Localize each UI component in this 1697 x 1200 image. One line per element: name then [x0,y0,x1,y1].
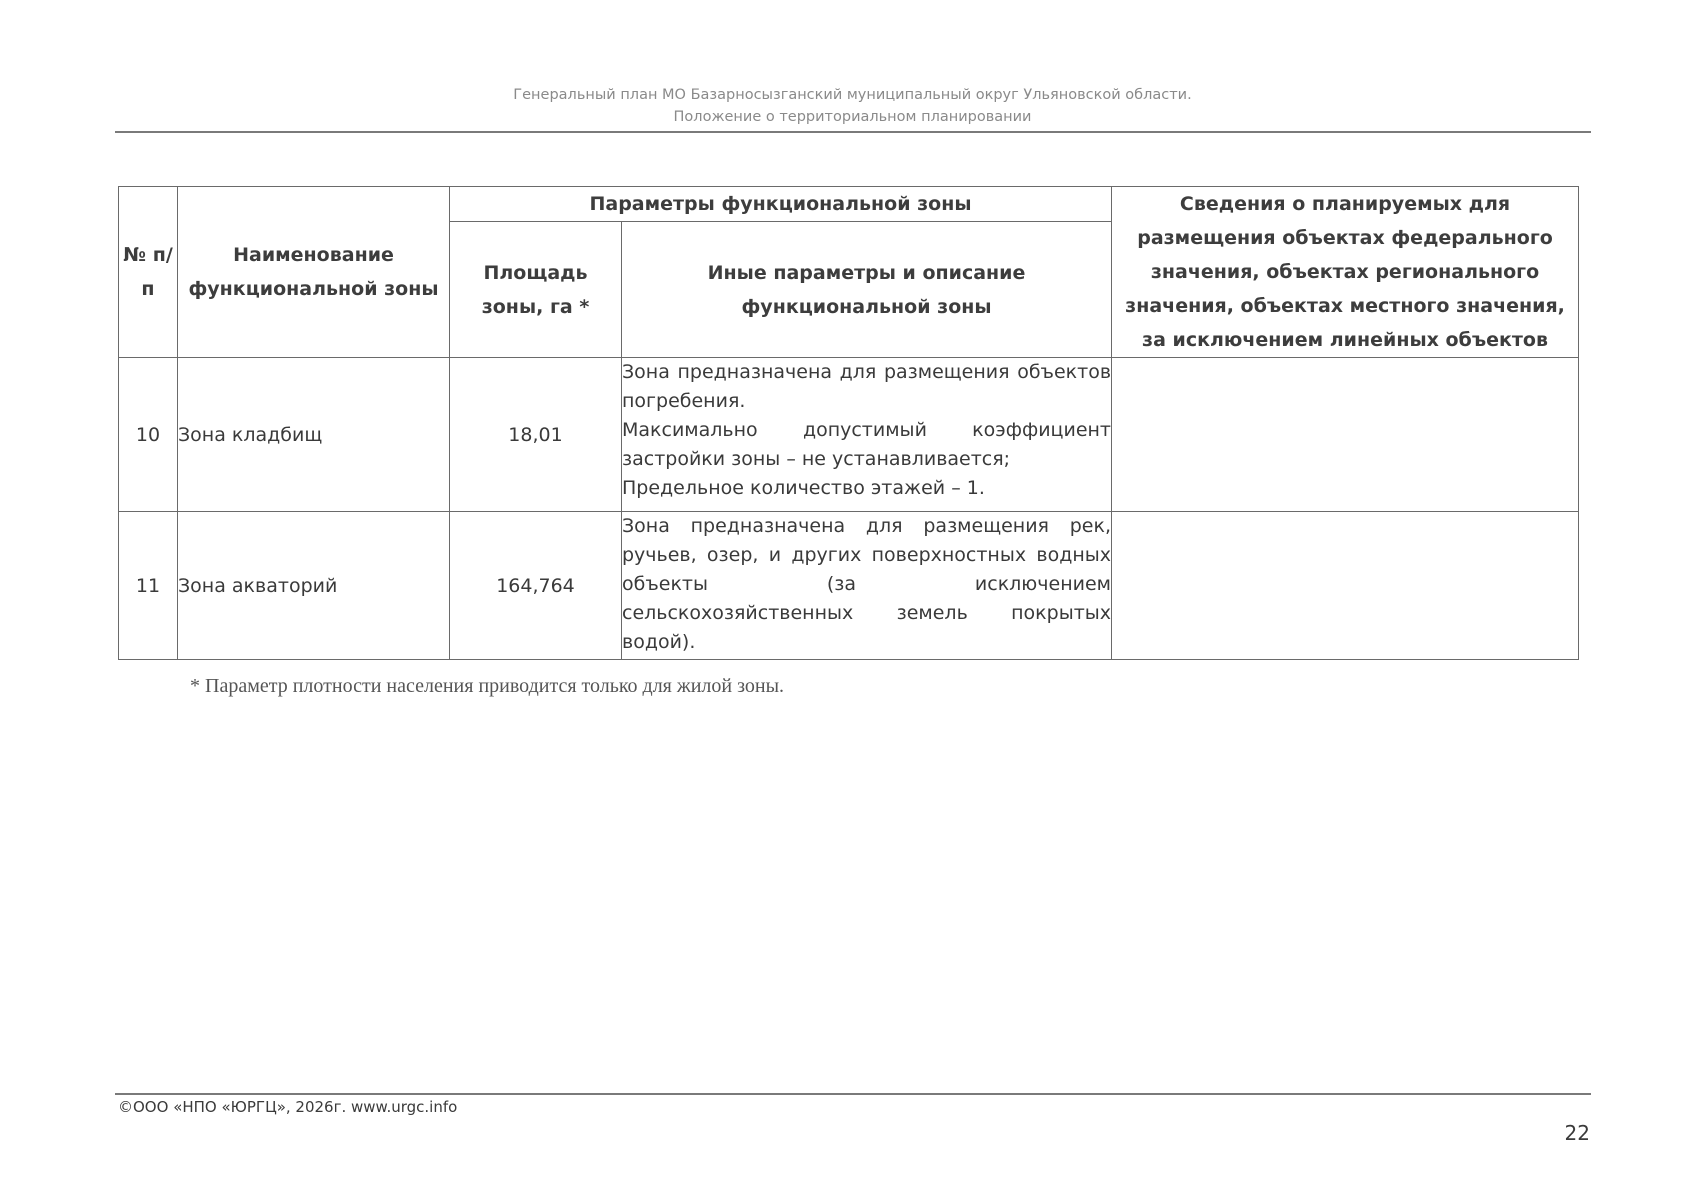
description-paragraph: Максимально допустимый коэффициент застройки зоны – не устанавливается; [622,419,1112,470]
column-header-number: № п/п [119,187,178,358]
row-number-cell: 11 [119,512,178,660]
description-paragraph: Зона предназначена для размещения объектов погребения. [622,361,1112,412]
description-paragraph: Предельное количество этажей – 1. [622,477,985,499]
table-row [119,512,1579,660]
header-divider [115,131,1591,133]
row-number-cell: 10 [119,358,178,512]
header-subtitle-line: Положение о территориальном планировании [673,109,1032,125]
column-header-area: Площадь зоны, га * [450,222,622,358]
zone-name-cell: Зона кладбищ [178,358,450,512]
zone-name-cell: Зона акваторий [178,512,450,660]
table-footnote: * Параметр плотности населения приводится только для жилой зоны. [190,675,785,697]
functional-zones-table [118,186,1579,660]
footer-copyright: ©ООО «НПО «ЮРГЦ», 2026г. www.urgc.info [118,1098,458,1116]
column-header-planned-objects: Сведения о планируемых для размещения объектах федерального значения, объектах регионального значения, объектах местного значения, за исключением линейных объектов [1112,187,1579,358]
planned-objects-cell [1112,512,1579,660]
description-paragraph: Зона предназначена для размещения рек, ручьев, озер, и других поверхностных водных объекты (за исключением сельскохозяйственных земель покрытых водой). [622,515,1112,653]
zone-area-cell: 164,764 [450,512,622,660]
table-row [119,358,1579,512]
zone-description-cell [622,358,1112,512]
page-number: 22 [1564,1121,1590,1145]
header-title-line: Генеральный план МО Базарносызганский муниципальный округ Ульяновской области. [513,87,1192,103]
zone-area-cell: 18,01 [450,358,622,512]
footer-divider [115,1093,1591,1095]
column-header-other-parameters: Иные параметры и описание функциональной зоны [622,222,1112,358]
column-group-header-parameters: Параметры функциональной зоны [450,187,1112,222]
column-header-zone-name: Наименование функциональной зоны [178,187,450,358]
page-header [115,84,1590,128]
zone-description-cell [622,512,1112,660]
planned-objects-cell [1112,358,1579,512]
